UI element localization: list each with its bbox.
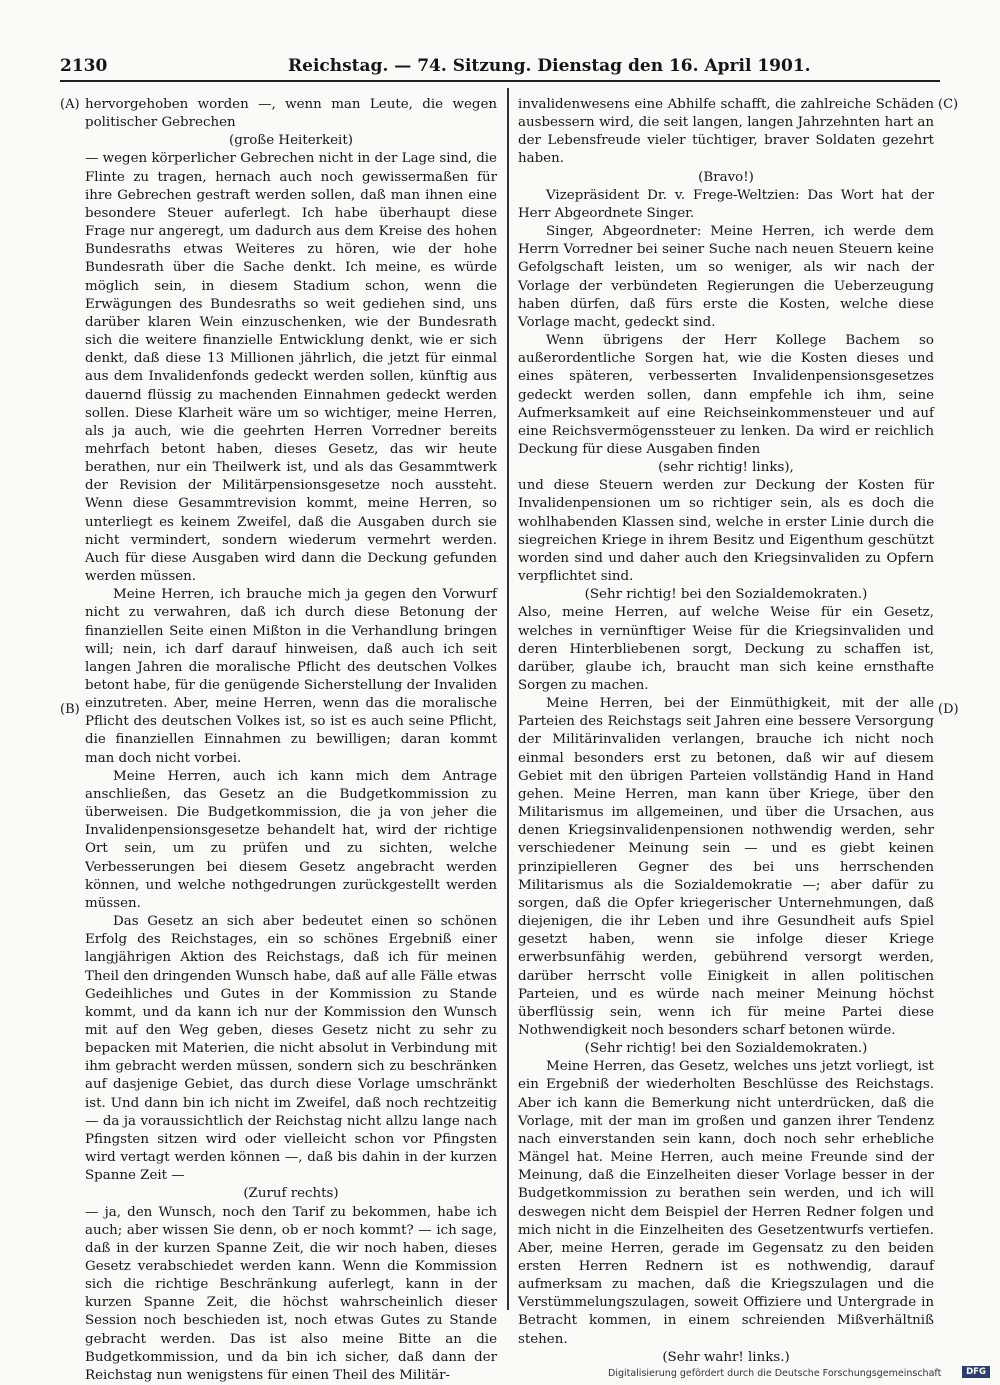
- margin-marker-c: (C): [938, 97, 959, 112]
- speaker-paragraph: Vizepräsident Dr. v. Frege-Weltzien: Das Wort hat der Herr Abgeordnete Singer.: [518, 187, 934, 221]
- digitization-credit: Digitalisierung gefördert durch die Deutsche Forschungsgemeinschaft: [608, 1368, 942, 1379]
- paragraph: Also, meine Herren, auf welche Weise für ein Gesetz, welches in vernünftiger Weise für die Kriegsinvaliden und deren Hinterbliebenen sorgt, Deckung zu schaffen ist, darüber, glaube ich, braucht man sich keine ernsthafte Sorgen zu machen.: [518, 605, 934, 693]
- interjection: (Zuruf rechts): [243, 1186, 339, 1202]
- header-rule: [60, 80, 940, 82]
- interjection: (Sehr wahr! links.): [662, 1349, 790, 1365]
- paragraph: und diese Steuern werden zur Deckung der Kosten für Invalidenpensionen um so richtiger sein, als es doch die wohlhabenden Klassen sind, welche in erster Linie durch die siegreichen Kriege in ihrem Besitz und Eigenthum geschützt worden sind und daher auch den Kriegsinvaliden zu Opfern verpflichtet sind.: [518, 478, 934, 585]
- paragraph: Meine Herren, bei der Einmüthigkeit, mit der alle Parteien des Reichstags seit Jahren eine bessere Versorgung der Militärinvaliden verlangen, brauche ich nicht noch einmal besonders erst zu betonen, daß wir auf diesem Gebiet mit den übrigen Parteien vollständig Hand in Hand gehen. Meine Herren, man kann über Kriege, über den Militarismus im allgemeinen, und über die Ursachen, aus denen Kriegsinvalidenpensionen nothwendig werden, sehr verschiedener Meinung sein — und es giebt keinen prinzipielleren Gegner des bei uns herrschenden Militarismus als die Sozialdemokratie —; aber dafür zu sorgen, daß die Opfer kriegerischer Unternehmungen, daß diejenigen, die ihr Leben und ihre Gesundheit aufs Spiel gesetzt haben, wenn sie infolge dieser Kriege erwerbsunfähig werden, gebührend versorgt werden, darüber herrscht volle Einigkeit in allen politischen Parteien, und es würde nach meiner Meinung höchst überflüssig sein, wenn ich für meine Partei diese Nothwendigkeit noch besonders scharf betonen würde.: [518, 696, 934, 1038]
- margin-marker-a: (A): [60, 97, 80, 112]
- interjection: (sehr richtig! links),: [658, 460, 794, 476]
- interjection: (Sehr richtig! bei den Sozialdemokraten.): [584, 1041, 868, 1057]
- interjection: (Sehr richtig! bei den Sozialdemokraten.): [584, 587, 868, 603]
- paragraph: hervorgehoben worden —, wenn man Leute, die wegen politischer Gebrechen: [85, 97, 497, 131]
- dfg-logo: DFG: [962, 1366, 990, 1378]
- margin-marker-d: (D): [938, 702, 959, 717]
- interjection: (Bravo!): [698, 169, 754, 185]
- speaker-paragraph: Singer, Abgeordneter: Meine Herren, ich werde dem Herrn Vorredner bei seiner Suche nach neuen Steuern keine Gefolgschaft leisten, um so weniger, als wir nach der Vorlage der verbündeten Regierungen die Ueberzeugung haben dürfen, daß fürs erste die Kosten, welche diese Vorlage macht, gedeckt sind.: [518, 224, 934, 330]
- paragraph: Meine Herren, ich brauche mich ja gegen den Vorwurf nicht zu verwahren, daß ich durch diese Betonung der finanziellen Seite einen Mißton in die Verhandlung bringen will; nein, ich darf darauf hinweisen, daß auch ich seit langen Jahren die moralische Pflicht des deutschen Volkes betont habe, für die genügende Sicherstellung der Invaliden einzutreten. Aber, meine Herren, wenn das die moralische Pflicht des deutschen Volkes ist, so ist es auch seine Pflicht, die finanziellen Einnahmen zu bewilligen; daran kommt man doch nicht vorbei.: [85, 587, 497, 766]
- paragraph: Meine Herren, das Gesetz, welches uns jetzt vorliegt, ist ein Ergebniß der wiederholten Beschlüsse des Reichstags. Aber ich kann die Bemerkung nicht unterdrücken, daß die Vorlage, mit der man im großen und ganzen ihrer Tendenz nach einverstanden sein kann, doch noch sehr erhebliche Mängel hat. Meine Herren, auch meine Freunde sind der Meinung, daß die Einzelheiten dieser Vorlage besser in der Budgetkommission zu berathen sein werden, und ich will deswegen nicht dem Beispiel der Herren Redner folgen und mich nicht in die Einzelheiten des Gesetzentwurfs vertiefen. Aber, meine Herren, gerade im Gegensatz zu den beiden ersten Herren Rednern ist es nothwendig, darauf aufmerksam zu machen, daß die Kriegszulagen und die Verstümmelungszulagen, soweit Offiziere und Untergrade in Betracht kommen, in einem schreienden Mißverhältniß stehen.: [518, 1059, 934, 1347]
- margin-marker-b: (B): [60, 702, 80, 717]
- paragraph: invalidenwesens eine Abhilfe schafft, die zahlreiche Schäden ausbessern wird, die seit langen, langen Jahrzehnten hart an der Lebensfreude vieler tüchtiger, braver Soldaten gezehrt haben.: [518, 97, 934, 167]
- right-column: [518, 96, 934, 1367]
- paragraph: — ja, den Wunsch, noch den Tarif zu bekommen, habe ich auch; aber wissen Sie denn, ob er noch kommt? — ich sage, daß in der kurzen Spanne Zeit, die wir noch haben, dieses Gesetz verabschiedet werden kann. Wenn die Kommission sich die richtige Beschränkung auferlegt, kann in der kurzen Spanne Zeit, die höchst wahrscheinlich dieser Session noch beschieden ist, noch etwas Gutes zu Stande gebracht werden. Das ist also meine Bitte an die Budgetkommission, und da bin ich sicher, daß dann der Reichstag nun wenigstens für einen Theil des Militär-: [85, 1204, 497, 1383]
- interjection: (große Heiterkeit): [229, 133, 353, 149]
- paragraph: Wenn übrigens der Herr Kollege Bachem so außerordentliche Sorgen hat, wie die Kosten dieses und eines späteren, verbesserten Invalidenpensionsgesetzes gedeckt werden sollen, dann empfehle ich ihm, seine Aufmerksamkeit auf eine Reichseinkommensteuer und auf eine Reichsvermögenssteuer zu lenken. Da wird er reichlich Deckung für diese Ausgaben finden: [518, 333, 934, 457]
- left-column: [85, 96, 497, 1385]
- column-divider: [507, 88, 509, 1310]
- paragraph: — wegen körperlicher Gebrechen nicht in der Lage sind, die Flinte zu tragen, hernach auch noch gewissermaßen für ihre Gebrechen gestraft werden sollen, daß man ihnen eine besondere Steuer auferlegt. Ich habe überhaupt diese Frage nur angeregt, um dadurch aus dem Kreise des hohen Bundesraths etwas Weiteres zu hören, wie der hohe Bundesrath über die Sache denkt. Ich meine, es würde möglich sein, in diesem Stadium schon, wenn die Erwägungen des Bundesraths so weit gediehen sind, uns darüber klaren Wein einzuschenken, wie der Bundesrath sich die weitere finanzielle Entwicklung denkt, wie er sich denkt, daß diese 13 Millionen jährlich, die jetzt für einmal aus dem Invalidenfonds gedeckt werden sollen, künftig aus dauernd flüssig zu machenden Einnahmen gedeckt werden sollen. Diese Klarheit wäre um so wichtiger, meine Herren, als ja auch, wie die geehrten Herren Vorredner bereits mehrfach betont haben, dieses Gesetz, das wir heute berathen, nur ein Theilwerk ist, und als das Gesammtwerk der Revision der Militärpensionsgesetze noch aussteht. Wenn diese Gesammtrevision kommt, meine Herren, so unterliegt es keinem Zweifel, daß die Ausgaben durch sie nicht vermindert, sondern wiederum vermehrt werden. Auch für diese Ausgaben wird dann die Deckung gefunden werden müssen.: [85, 151, 497, 585]
- page-header: [60, 56, 940, 78]
- page-number: 2130: [60, 56, 108, 76]
- paragraph: Das Gesetz an sich aber bedeutet einen so schönen Erfolg des Reichstages, ein so schönes Ergebniß einer langjährigen Aktion des Reichstags, daß ich für meinen Theil den dringenden Wunsch habe, daß auf alle Fälle etwas Gedeihliches und Gutes in der Kommission zu Stande kommt, und da kann ich nur der Kommission den Wunsch mit auf den Weg geben, dieses Gesetz nicht zu sehr zu bepacken mit Materien, die nicht absolut in Verbindung mit ihm gebracht werden müssen, sondern sich zu beschränken auf dasjenige Gebiet, das durch diese Vorlage umschränkt ist. Und dann bin ich nicht im Zweifel, daß noch rechtzeitig — da ja voraussichtlich der Reichstag nicht allzu lange nach Pfingsten sitzen wird oder vielleicht schon vor Pfingsten wird vertagt werden können —, daß bis dahin in der kurzen Spanne Zeit —: [85, 914, 497, 1184]
- paragraph: Meine Herren, auch ich kann mich dem Antrage anschließen, das Gesetz an die Budgetkommission zu überweisen. Die Budgetkommission, die ja von jeher die Invalidenpensionsgesetze behandelt hat, wird der richtige Ort sein, um zu prüfen und zu sichten, welche Verbesserungen bei diesem Gesetz angebracht werden können, und welche nothgedrungen zurückgestellt werden müssen.: [85, 768, 497, 911]
- running-title: Reichstag. — 74. Sitzung. Dienstag den 16. April 1901.: [288, 56, 811, 76]
